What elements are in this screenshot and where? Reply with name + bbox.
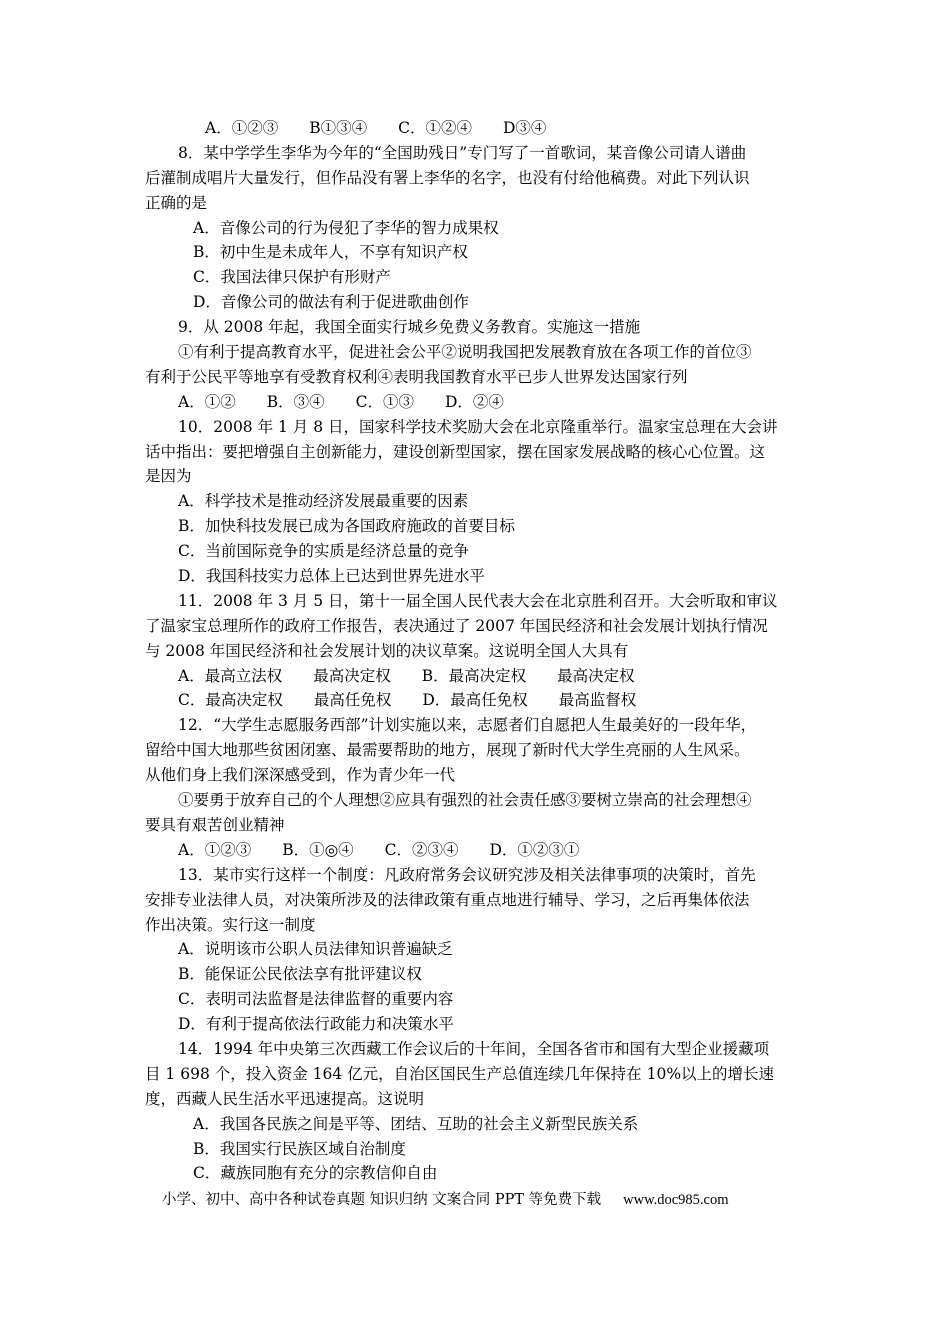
q8-option-b: B．初中生是未成年人，不享有知识产权 — [193, 243, 468, 262]
footer-url[interactable]: www.doc985.com — [623, 1192, 729, 1208]
q12-options: A．①②③ B．①◎④ C．②③④ D．①②③① — [178, 840, 580, 859]
q11-stem-line-3: 与 2008 年国民经济和社会发展计划的决议草案。这说明全国人大具有 — [145, 641, 629, 660]
q11-options-ab: A．最高立法权 最高决定权 B．最高决定权 最高决定权 — [178, 666, 635, 685]
q11-stem-line-2: 了温家宝总理所作的政府工作报告，表决通过了 2007 年国民经济和社会发展计划执行情况 — [145, 616, 768, 635]
q12-stem-line-1: 12．“大学生志愿服务西部”计划实施以来，志愿者们自愿把人生最美好的一段年华， — [178, 716, 757, 735]
q13-option-b: B．能保证公民依法享有批评建议权 — [178, 965, 422, 984]
q10-option-a: A．科学技术是推动经济发展最重要的因素 — [178, 492, 469, 511]
q8-option-d: D．音像公司的做法有利于促进歌曲创作 — [193, 293, 469, 312]
q10-option-b: B．加快科技发展已成为各国政府施政的首要目标 — [178, 517, 515, 536]
q11-stem-line-1: 11．2008 年 3 月 5 日，第十一届全国人民代表大会在北京胜利召开。大会听取和审议 — [178, 591, 778, 610]
q14-option-c: C．藏族同胞有充分的宗教信仰自由 — [193, 1164, 438, 1183]
q8-stem-line-1: 8．某中学学生李华为今年的“全国助残日”专门写了一首歌词，某音像公司请人谱曲 — [178, 143, 747, 162]
document-body — [145, 116, 807, 1186]
q11-options-cd: C．最高决定权 最高任免权 D．最高任免权 最高监督权 — [178, 691, 637, 710]
q8-option-c: C．我国法律只保护有形财产 — [193, 268, 391, 287]
footer-text: 小学、初中、高中各种试卷真题 知识归纳 文案合同 PPT 等免费下载 — [162, 1192, 602, 1208]
q10-stem-line-3: 是因为 — [145, 467, 192, 486]
q10-stem-line-2: 话中指出：要把增强自主创新能力，建设创新型国家，摆在国家发展战略的核心心位置。这 — [145, 442, 766, 461]
q13-stem-line-3: 作出决策。实行这一制度 — [145, 915, 316, 934]
q13-option-a: A．说明该市公职人员法律知识普遍缺乏 — [178, 940, 453, 959]
q13-option-c: C．表明司法监督是法律监督的重要内容 — [178, 990, 454, 1009]
q14-stem-line-3: 度，西藏人民生活水平迅速提高。这说明 — [145, 1089, 425, 1108]
q13-stem-line-2: 安排专业法律人员，对决策所涉及的法律政策有重点地进行辅导、学习，之后再集体依法 — [145, 890, 750, 909]
q9-options: A．①② B．③④ C．①③ D．②④ — [178, 392, 504, 411]
q9-statements-line-2: 有利于公民平等地享有受教育权利④表明我国教育水平已步人世界发达国家行列 — [145, 367, 688, 386]
q12-statements-line-1: ①要勇于放弃自己的个人理想②应具有强烈的社会责任感③要树立崇高的社会理想④ — [178, 791, 752, 810]
q14-option-a: A．我国各民族之间是平等、团结、互助的社会主义新型民族关系 — [193, 1114, 639, 1133]
q12-statements-line-2: 要具有艰苦创业精神 — [145, 815, 285, 834]
q14-option-b: B．我国实行民族区域自治制度 — [193, 1139, 406, 1158]
q8-option-a: A．音像公司的行为侵犯了李华的智力成果权 — [193, 218, 499, 237]
q7-options: A．①②③ B①③④ C．①②④ D③④ — [205, 119, 547, 137]
q13-option-d: D．有利于提高依法行政能力和决策水平 — [178, 1015, 454, 1034]
q8-stem-line-2: 后灌制成唱片大量发行，但作品没有署上李华的名字，也没有付给他稿费。对此下列认识 — [145, 168, 750, 187]
q10-option-d: D．我国科技实力总体上已达到世界先进水平 — [178, 567, 485, 586]
q13-stem-line-1: 13．某市实行这样一个制度：凡政府常务会议研究涉及相关法律事项的决策时，首先 — [178, 865, 756, 884]
q9-stem: 9．从 2008 年起，我国全面实行城乡免费义务教育。实施这一措施 — [178, 318, 641, 337]
q10-stem-line-1: 10．2008 年 1 月 8 日，国家科学技术奖励大会在北京隆重举行。温家宝总理在大会讲 — [178, 417, 778, 436]
q14-stem-line-1: 14．1994 年中央第三次西藏工作会议后的十年间，全国各省市和国有大型企业援藏项 — [178, 1039, 770, 1058]
q14-stem-line-2: 目 1 698 个，投入资金 164 亿元，自治区国民生产总值连续几年保持在 10%以上的增长速 — [145, 1064, 775, 1083]
page-footer — [162, 1190, 729, 1210]
q12-stem-line-3: 从他们身上我们深深感受到，作为青少年一代 — [145, 766, 456, 785]
q10-option-c: C．当前国际竞争的实质是经济总量的竞争 — [178, 542, 469, 561]
q12-stem-line-2: 留给中国大地那些贫困闭塞、最需要帮助的地方，展现了新时代大学生亮丽的人生风采。 — [145, 741, 750, 760]
q9-statements-line-1: ①有利于提高教育水平，促进社会公平②说明我国把发展教育放在各项工作的首位③ — [178, 343, 752, 362]
q8-stem-line-3: 正确的是 — [145, 193, 208, 212]
